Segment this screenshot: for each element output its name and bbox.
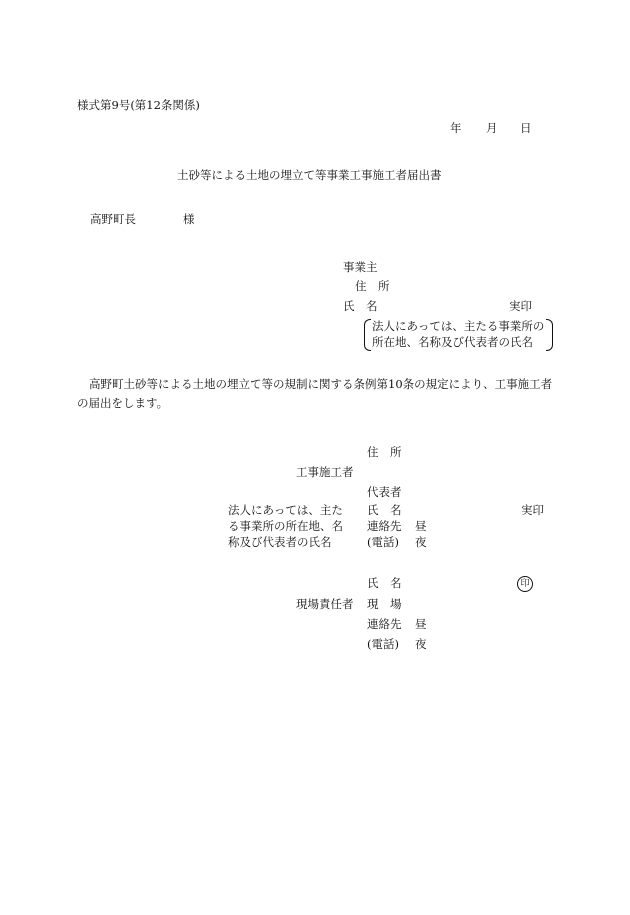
business-owner-heading: 事業主 [343, 260, 378, 274]
business-owner-note-bracket [364, 319, 553, 351]
business-owner-note-line2: 所在地、名称及び代表者の氏名 [372, 335, 533, 349]
contractor-representative-label: 代表者 [367, 485, 402, 499]
contractor-name-label: 氏 名 [367, 503, 402, 517]
bracket-right [546, 319, 553, 351]
site-manager-name-label: 氏 名 [367, 576, 402, 590]
date-month-label: 月 [486, 121, 498, 135]
site-manager-phone-label: (電話) [367, 637, 399, 651]
contractor-phone-label: (電話) [367, 535, 399, 549]
site-manager-contact-label: 連絡先 [367, 617, 402, 631]
contractor-note-line2: る事業所の所在地、名 [228, 519, 343, 533]
contractor-address-label: 住 所 [367, 445, 402, 459]
business-owner-name-label: 氏 名 [343, 299, 378, 313]
addressee-honorific: 様 [183, 212, 195, 226]
seal-mark-icon: 印 [517, 576, 533, 592]
site-manager-heading: 現場責任者 [296, 597, 354, 611]
site-manager-night-label: 夜 [415, 637, 427, 651]
date-day-label: 日 [520, 121, 532, 135]
contractor-day-label: 昼 [415, 519, 427, 533]
body-paragraph: 高野町土砂等による土地の埋立て等の規制に関する条例第10条の規定により、工事施工者の届出をします。 [77, 377, 553, 410]
form-number: 様式第9号(第12条関係) [77, 98, 200, 112]
contractor-note-line3: 称及び代表者の氏名 [228, 535, 332, 549]
bracket-left [364, 319, 371, 351]
contractor-heading: 工事施工者 [296, 465, 354, 479]
addressee-name: 高野町長 [90, 212, 136, 226]
contractor-note-line1: 法人にあっては、主た [228, 503, 343, 517]
business-owner-seal: 実印 [509, 299, 532, 313]
contractor-seal: 実印 [521, 503, 544, 517]
site-manager-day-label: 昼 [415, 617, 427, 631]
business-owner-address-label: 住 所 [355, 279, 390, 293]
date-year-label: 年 [450, 121, 462, 135]
contractor-contact-label: 連絡先 [367, 519, 402, 533]
site-manager-site-label: 現 場 [367, 597, 402, 611]
business-owner-note-line1: 法人にあっては、主たる事業所の [372, 319, 545, 333]
document-title: 土砂等による土地の埋立て等事業工事施工者届出書 [177, 168, 442, 182]
contractor-night-label: 夜 [415, 535, 427, 549]
